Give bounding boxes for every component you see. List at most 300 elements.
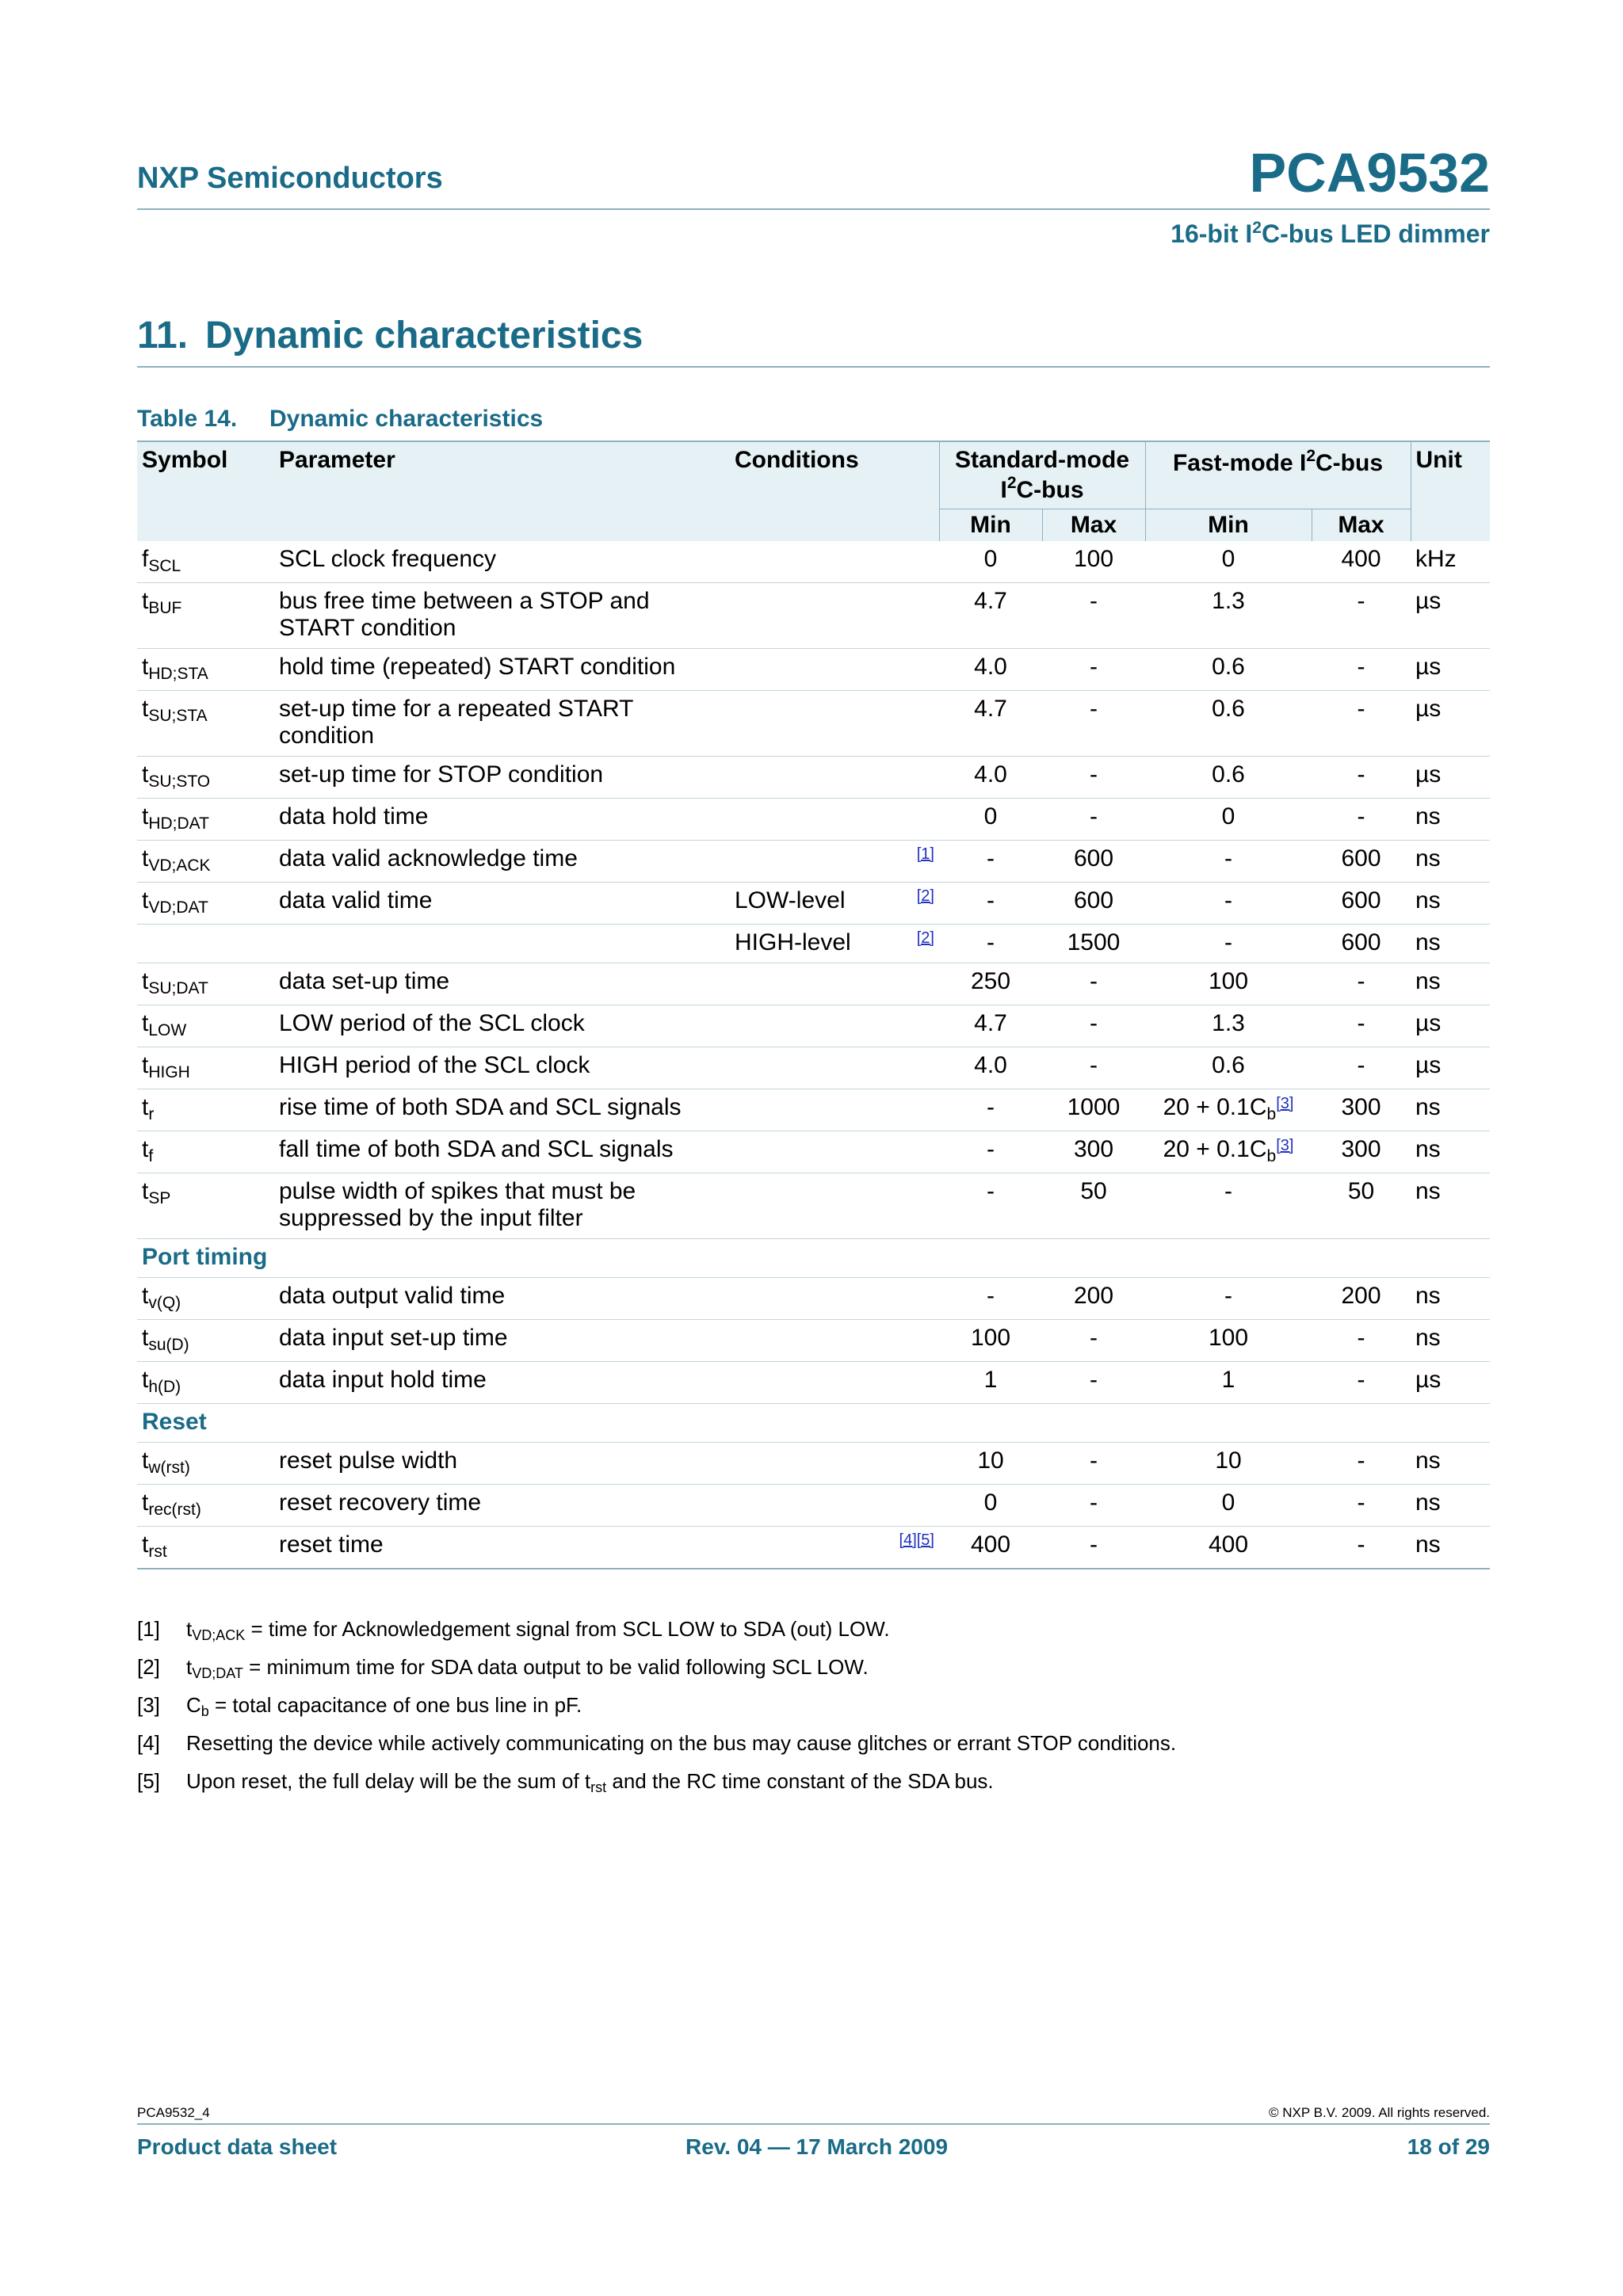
cell-unit: ns <box>1411 963 1490 1005</box>
note-number: [2] <box>137 1655 160 1679</box>
symbol-letter: f <box>142 546 149 572</box>
cell-symbol <box>137 1443 274 1485</box>
group-port-timing: Port timing <box>137 1239 1490 1278</box>
footnote-ref: [2] <box>916 929 934 947</box>
cell-conditions <box>730 1443 939 1485</box>
cell-conditions <box>730 1527 939 1569</box>
table-row <box>137 1089 1490 1131</box>
footer-rule <box>137 2123 1490 2125</box>
cell-fast-min <box>1145 883 1312 925</box>
cell-parameter: hold time (repeated) START condition <box>274 649 730 691</box>
cell-parameter: bus free time between a STOP and START condition <box>274 583 730 649</box>
cell-std-min: 250 <box>939 963 1042 1005</box>
note-subscript: VD;DAT <box>192 1665 243 1681</box>
fast-min-value: - <box>1224 1283 1232 1309</box>
header-product: PCA9532 <box>1249 142 1490 204</box>
cell-std-max: 300 <box>1042 1131 1145 1173</box>
cell-fast-max: 600 <box>1312 841 1411 883</box>
cell-std-min: 0 <box>939 1485 1042 1527</box>
cell-std-max: 50 <box>1042 1173 1145 1239</box>
cell-fast-max: - <box>1312 1047 1411 1089</box>
cell-symbol <box>137 1047 274 1089</box>
symbol-subscript: HD;DAT <box>148 814 209 833</box>
cell-symbol <box>137 963 274 1005</box>
cell-parameter: reset time <box>274 1527 730 1569</box>
cell-std-min: 100 <box>939 1320 1042 1362</box>
symbol-subscript: SCL <box>148 557 181 575</box>
cell-std-max: - <box>1042 691 1145 757</box>
symbol-letter: t <box>142 1094 149 1120</box>
cell-std-max: - <box>1042 757 1145 799</box>
cell-fast-max: - <box>1312 1485 1411 1527</box>
header-standard-mode: Standard-mode $I^2C$-bus <box>939 441 1145 509</box>
table-row <box>137 963 1490 1005</box>
cell-std-max: 1000 <box>1042 1089 1145 1131</box>
cell-std-min: 4.0 <box>939 649 1042 691</box>
header-parameter: Parameter <box>274 441 730 541</box>
cell-std-max: - <box>1042 1005 1145 1047</box>
cell-conditions <box>730 1005 939 1047</box>
fast-min-value: 1.3 <box>1212 588 1245 614</box>
cell-fast-max: - <box>1312 1005 1411 1047</box>
cell-parameter: data hold time <box>274 799 730 841</box>
cell-std-min: 10 <box>939 1443 1042 1485</box>
cell-fast-max: 400 <box>1312 541 1411 583</box>
symbol-subscript: w(rst) <box>148 1459 190 1477</box>
note-text: = minimum time for SDA data output to be valid following SCL LOW. <box>242 1655 869 1679</box>
cell-fast-min <box>1145 963 1312 1005</box>
cell-std-min: 4.7 <box>939 1005 1042 1047</box>
cell-parameter: data output valid time <box>274 1278 730 1320</box>
fast-min-value: - <box>1224 845 1232 871</box>
cell-parameter: set-up time for a repeated START condition <box>274 691 730 757</box>
cell-symbol <box>137 541 274 583</box>
table-row <box>137 649 1490 691</box>
cell-conditions <box>730 841 939 883</box>
cell-unit: ns <box>1411 1443 1490 1485</box>
section-rule <box>137 366 1490 368</box>
table-note <box>137 1729 1490 1767</box>
footnote-ref: [4][5] <box>899 1531 934 1549</box>
cell-fast-min <box>1145 1485 1312 1527</box>
cell-fast-min <box>1145 1173 1312 1239</box>
symbol-subscript: rec(rst) <box>148 1501 201 1519</box>
cell-parameter: pulse width of spikes that must be suppressed by the input filter <box>274 1173 730 1239</box>
cell-parameter <box>274 925 730 963</box>
note-prefix: C <box>186 1693 201 1717</box>
symbol-letter: t <box>142 1283 149 1309</box>
cell-std-max: - <box>1042 1443 1145 1485</box>
table-row <box>137 1173 1490 1239</box>
table-row <box>137 925 1490 963</box>
cell-std-max: 200 <box>1042 1278 1145 1320</box>
table-row <box>137 1005 1490 1047</box>
table-row <box>137 1527 1490 1569</box>
cell-fast-max: - <box>1312 1527 1411 1569</box>
fast-min-value: - <box>1224 929 1232 955</box>
cell-symbol <box>137 799 274 841</box>
cell-symbol <box>137 1485 274 1527</box>
cell-symbol <box>137 757 274 799</box>
cell-fast-min <box>1145 757 1312 799</box>
cell-unit: µs <box>1411 583 1490 649</box>
cell-conditions <box>730 1278 939 1320</box>
cell-unit: ns <box>1411 1131 1490 1173</box>
symbol-subscript: LOW <box>148 1021 187 1039</box>
header-conditions: Conditions <box>730 441 939 541</box>
cell-unit: ns <box>1411 1320 1490 1362</box>
note-text: = total capacitance of one bus line in pF. <box>208 1693 582 1717</box>
cell-unit: ns <box>1411 1089 1490 1131</box>
note-prefix: Upon reset, the full delay will be the sum of t <box>186 1769 591 1793</box>
fast-min-value: 20 + 0.1C <box>1163 1094 1267 1120</box>
section-title: 11. Dynamic characteristics <box>137 315 643 357</box>
cell-parameter: data valid acknowledge time <box>274 841 730 883</box>
symbol-letter: t <box>142 1178 149 1204</box>
header-std-min: Min <box>939 509 1042 542</box>
fast-min-value: 1.3 <box>1212 1010 1245 1036</box>
cell-fast-max: - <box>1312 963 1411 1005</box>
cell-fast-min <box>1145 691 1312 757</box>
footnote-ref: [3] <box>1276 1095 1294 1112</box>
cell-fast-min <box>1145 1320 1312 1362</box>
conditions-text: LOW-level <box>735 887 846 913</box>
cell-unit: ns <box>1411 1527 1490 1569</box>
footer-doc-type: Product data sheet <box>137 2134 338 2159</box>
fast-min-value: 20 + 0.1C <box>1163 1136 1267 1162</box>
symbol-letter: t <box>142 1136 149 1162</box>
fast-min-value: 100 <box>1208 1325 1249 1351</box>
cell-conditions <box>730 583 939 649</box>
footer-copyright: © NXP B.V. 2009. All rights reserved. <box>1268 2105 1490 2120</box>
cell-fast-min <box>1145 1278 1312 1320</box>
cell-std-max: - <box>1042 1527 1145 1569</box>
cell-std-min: - <box>939 841 1042 883</box>
cell-fast-max: - <box>1312 691 1411 757</box>
cell-unit: ns <box>1411 925 1490 963</box>
symbol-letter: t <box>142 887 149 913</box>
cell-fast-max: - <box>1312 799 1411 841</box>
symbol-letter: t <box>142 1367 149 1393</box>
cell-fast-min <box>1145 1047 1312 1089</box>
symbol-subscript: SU;STO <box>148 772 211 791</box>
fast-min-value: 1 <box>1221 1367 1235 1393</box>
symbol-subscript: f <box>148 1147 154 1165</box>
footnote-ref: [1] <box>916 845 934 863</box>
fast-min-value: 400 <box>1208 1531 1249 1558</box>
footer-doc-id: PCA9532_4 <box>137 2105 210 2120</box>
table-row <box>137 1047 1490 1089</box>
cell-fast-max: - <box>1312 1362 1411 1404</box>
symbol-letter: t <box>142 696 149 722</box>
note-number: [4] <box>137 1731 160 1755</box>
fast-min-value: 100 <box>1208 968 1249 994</box>
cell-std-min: 4.0 <box>939 757 1042 799</box>
cell-unit: ns <box>1411 1485 1490 1527</box>
note-subscript: rst <box>590 1779 607 1795</box>
note-text: = time for Acknowledgement signal from SCL LOW to SDA (out) LOW. <box>245 1617 890 1641</box>
table-note <box>137 1653 1490 1691</box>
cell-std-min: - <box>939 1089 1042 1131</box>
cell-unit: ns <box>1411 841 1490 883</box>
fast-min-value: - <box>1224 1178 1232 1204</box>
cell-conditions <box>730 963 939 1005</box>
cell-parameter: data input hold time <box>274 1362 730 1404</box>
cell-fast-min <box>1145 841 1312 883</box>
cell-conditions <box>730 691 939 757</box>
table-row <box>137 883 1490 925</box>
note-text: Resetting the device while actively communicating on the bus may cause glitches or errant STOP conditions. <box>186 1731 1177 1755</box>
fast-min-value: 0.6 <box>1212 1052 1245 1078</box>
cell-fast-max: 600 <box>1312 883 1411 925</box>
cell-symbol <box>137 841 274 883</box>
symbol-letter: t <box>142 845 149 871</box>
cell-fast-min <box>1145 925 1312 963</box>
cell-fast-max: 300 <box>1312 1089 1411 1131</box>
header-unit: Unit <box>1411 441 1490 541</box>
cell-fast-min <box>1145 1089 1312 1131</box>
cell-parameter: set-up time for STOP condition <box>274 757 730 799</box>
cell-conditions <box>730 925 939 963</box>
group-reset: Reset <box>137 1404 1490 1443</box>
symbol-subscript: SP <box>148 1189 171 1207</box>
table-row <box>137 583 1490 649</box>
symbol-subscript: SU;STA <box>148 707 208 725</box>
table-row <box>137 1362 1490 1404</box>
cell-conditions <box>730 649 939 691</box>
cell-conditions <box>730 883 939 925</box>
cell-conditions <box>730 541 939 583</box>
cell-std-min: 4.7 <box>939 691 1042 757</box>
footnote-ref: [3] <box>1276 1137 1294 1154</box>
symbol-letter: t <box>142 1531 149 1558</box>
fast-min-value: 10 <box>1215 1447 1242 1474</box>
symbol-subscript: VD;ACK <box>148 856 211 875</box>
cell-symbol <box>137 1527 274 1569</box>
cell-parameter: fall time of both SDA and SCL signals <box>274 1131 730 1173</box>
symbol-subscript: SU;DAT <box>148 979 208 997</box>
cell-std-max: - <box>1042 963 1145 1005</box>
cell-unit: kHz <box>1411 541 1490 583</box>
cell-std-min: - <box>939 1278 1042 1320</box>
cell-std-min: - <box>939 883 1042 925</box>
cell-std-min: - <box>939 925 1042 963</box>
cell-parameter: reset pulse width <box>274 1443 730 1485</box>
cell-conditions <box>730 1089 939 1131</box>
cell-fast-min <box>1145 1005 1312 1047</box>
symbol-letter: t <box>142 1489 149 1516</box>
table-row <box>137 1443 1490 1485</box>
cell-conditions <box>730 799 939 841</box>
cell-parameter: data input set-up time <box>274 1320 730 1362</box>
footer-revision: Rev. 04 — 17 March 2009 <box>685 2134 949 2159</box>
fast-min-value: 0.6 <box>1212 696 1245 722</box>
cell-std-max: - <box>1042 1047 1145 1089</box>
cell-unit: µs <box>1411 1005 1490 1047</box>
cell-std-max: 600 <box>1042 841 1145 883</box>
cell-parameter: LOW period of the SCL clock <box>274 1005 730 1047</box>
symbol-subscript: h(D) <box>148 1378 181 1396</box>
table-row <box>137 1278 1490 1320</box>
cell-std-max: - <box>1042 649 1145 691</box>
fast-min-value: 0 <box>1221 546 1235 572</box>
cell-symbol <box>137 691 274 757</box>
cell-fast-max: - <box>1312 1443 1411 1485</box>
symbol-subscript: HIGH <box>148 1063 190 1081</box>
cell-std-max: - <box>1042 583 1145 649</box>
cell-fast-min <box>1145 1131 1312 1173</box>
symbol-subscript: rst <box>148 1543 167 1561</box>
table-row <box>137 757 1490 799</box>
conditions-text: HIGH-level <box>735 929 851 955</box>
cell-symbol <box>137 649 274 691</box>
cell-std-max: - <box>1042 1320 1145 1362</box>
cell-std-max: - <box>1042 799 1145 841</box>
cell-symbol <box>137 1278 274 1320</box>
note-prefix: t <box>186 1655 193 1679</box>
cell-unit: ns <box>1411 1173 1490 1239</box>
cell-symbol <box>137 1362 274 1404</box>
cell-conditions <box>730 1485 939 1527</box>
cell-std-min: 400 <box>939 1527 1042 1569</box>
cell-fast-min <box>1145 1362 1312 1404</box>
cell-unit: ns <box>1411 883 1490 925</box>
table-row <box>137 691 1490 757</box>
cell-unit: ns <box>1411 799 1490 841</box>
symbol-letter: t <box>142 968 149 994</box>
symbol-letter: t <box>142 761 149 788</box>
cell-std-min: 0 <box>939 541 1042 583</box>
cell-parameter: data valid time <box>274 883 730 925</box>
fast-min-value: 0.6 <box>1212 654 1245 680</box>
cell-fast-max: - <box>1312 1320 1411 1362</box>
cell-fast-max: 600 <box>1312 925 1411 963</box>
fast-min-value: 0 <box>1221 803 1235 830</box>
cell-std-max: - <box>1042 1485 1145 1527</box>
symbol-letter: t <box>142 1010 149 1036</box>
header-symbol: Symbol <box>137 441 274 541</box>
cell-symbol <box>137 1173 274 1239</box>
cell-std-max: 1500 <box>1042 925 1145 963</box>
cell-fast-max: - <box>1312 649 1411 691</box>
header-fast-max: Max <box>1312 509 1411 542</box>
cell-symbol <box>137 1089 274 1131</box>
footnote-ref: [2] <box>916 887 934 905</box>
cell-std-min: 4.7 <box>939 583 1042 649</box>
note-subscript: VD;ACK <box>192 1627 246 1643</box>
cell-std-max: 100 <box>1042 541 1145 583</box>
cell-fast-max: - <box>1312 583 1411 649</box>
table-row <box>137 1320 1490 1362</box>
cell-symbol <box>137 883 274 925</box>
cell-symbol <box>137 1131 274 1173</box>
table-row <box>137 1485 1490 1527</box>
cell-symbol <box>137 583 274 649</box>
cell-unit: µs <box>1411 691 1490 757</box>
cell-symbol <box>137 1005 274 1047</box>
cell-std-min: - <box>939 1131 1042 1173</box>
dynamic-characteristics-table <box>137 441 1490 1569</box>
header-subtitle: 16-bit $I^2C$-bus LED dimmer <box>1170 219 1490 248</box>
table-row <box>137 799 1490 841</box>
cell-std-min: - <box>939 1173 1042 1239</box>
cell-std-min: 0 <box>939 799 1042 841</box>
table-row <box>137 541 1490 583</box>
cell-fast-max: - <box>1312 757 1411 799</box>
cell-std-min: 4.0 <box>939 1047 1042 1089</box>
cell-unit: µs <box>1411 757 1490 799</box>
fast-min-subscript: b <box>1266 1105 1277 1123</box>
fast-min-value: 0.6 <box>1212 761 1245 788</box>
header-fast-mode: Fast-mode $I^2C$-bus <box>1145 441 1411 509</box>
cell-fast-max: 300 <box>1312 1131 1411 1173</box>
footer-page: 18 of 29 <box>1407 2134 1490 2159</box>
cell-conditions <box>730 1362 939 1404</box>
cell-fast-min <box>1145 541 1312 583</box>
fast-min-value: - <box>1224 887 1232 913</box>
cell-std-max: 600 <box>1042 883 1145 925</box>
symbol-letter: t <box>142 654 149 680</box>
symbol-letter: t <box>142 803 149 830</box>
cell-fast-min <box>1145 1527 1312 1569</box>
cell-symbol <box>137 925 274 963</box>
table-notes <box>137 1615 1490 1805</box>
table-row <box>137 841 1490 883</box>
cell-conditions <box>730 1320 939 1362</box>
symbol-subscript: su(D) <box>148 1336 189 1354</box>
symbol-subscript: BUF <box>148 599 182 617</box>
cell-parameter: HIGH period of the SCL clock <box>274 1047 730 1089</box>
table-caption: Table 14. Dynamic characteristics <box>137 406 544 432</box>
cell-fast-max: 200 <box>1312 1278 1411 1320</box>
header-rule <box>137 208 1490 210</box>
cell-conditions <box>730 1173 939 1239</box>
cell-fast-min <box>1145 799 1312 841</box>
note-prefix: t <box>186 1617 193 1641</box>
header-company: NXP Semiconductors <box>137 162 443 195</box>
cell-conditions <box>730 757 939 799</box>
cell-conditions <box>730 1047 939 1089</box>
symbol-subscript: v(Q) <box>148 1294 181 1312</box>
note-text: and the RC time constant of the SDA bus. <box>606 1769 994 1793</box>
cell-parameter: SCL clock frequency <box>274 541 730 583</box>
cell-unit: µs <box>1411 1362 1490 1404</box>
note-number: [5] <box>137 1769 160 1793</box>
symbol-letter: t <box>142 1325 149 1351</box>
table-note <box>137 1767 1490 1805</box>
cell-symbol <box>137 1320 274 1362</box>
cell-unit: µs <box>1411 649 1490 691</box>
header-fast-min: Min <box>1145 509 1312 542</box>
cell-parameter: data set-up time <box>274 963 730 1005</box>
symbol-letter: t <box>142 1447 149 1474</box>
symbol-subscript: r <box>148 1105 155 1123</box>
cell-fast-max: 50 <box>1312 1173 1411 1239</box>
note-subscript: b <box>200 1703 209 1719</box>
fast-min-subscript: b <box>1266 1147 1277 1165</box>
table-row <box>137 1131 1490 1173</box>
cell-fast-min <box>1145 583 1312 649</box>
symbol-subscript: HD;STA <box>148 665 208 683</box>
header-std-max: Max <box>1042 509 1145 542</box>
cell-conditions <box>730 1131 939 1173</box>
note-number: [3] <box>137 1693 160 1717</box>
table-note <box>137 1615 1490 1653</box>
cell-fast-min <box>1145 1443 1312 1485</box>
symbol-letter: t <box>142 1052 149 1078</box>
note-number: [1] <box>137 1617 160 1641</box>
cell-parameter: reset recovery time <box>274 1485 730 1527</box>
